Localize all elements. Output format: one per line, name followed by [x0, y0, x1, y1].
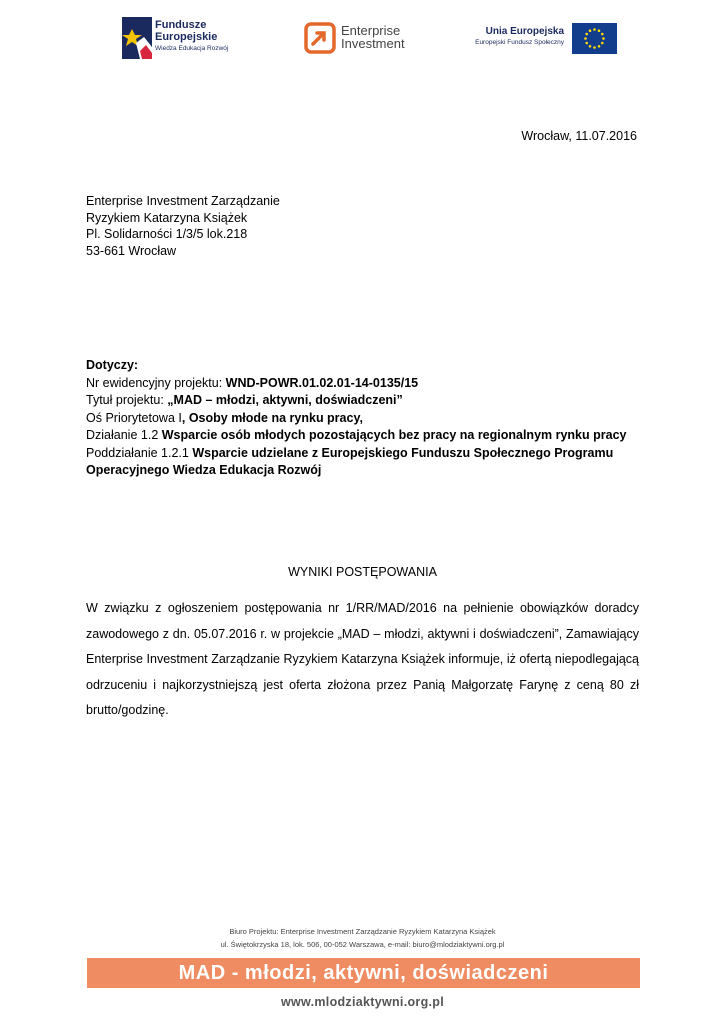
concerning-line-normal: Tytuł projektu: — [86, 393, 168, 407]
fundusze-europejskie-emblem — [122, 17, 152, 59]
eu-logo-line2: Europejski Fundusz Społeczny — [475, 39, 564, 46]
concerning-line — [86, 427, 626, 445]
project-banner: MAD - młodzi, aktywni, doświadczeni — [87, 958, 640, 988]
concerning-line-bold: , Osoby młode na rynku pracy, — [181, 410, 363, 425]
footer-address-line: ul. Świętokrzyska 18, lok. 506, 00-052 Warszawa, e-mail: biuro@mlodziaktywni.org.pl — [220, 940, 505, 949]
fe-logo-line1: Fundusze — [155, 19, 207, 31]
concerning-line — [86, 375, 626, 393]
recipient-line: Ryzykiem Katarzyna Książek — [86, 210, 248, 225]
ei-logo-line1: Enterprise — [341, 23, 401, 38]
ei-logo-line2: Investment — [341, 36, 405, 51]
concerning-label: Dotyczy: — [86, 358, 139, 372]
concerning-line — [86, 462, 626, 480]
letter-date: Wrocław, 11.07.2016 — [521, 129, 637, 143]
concerning-block — [86, 357, 626, 480]
concerning-line-bold: WND-POWR.01.02.01-14-0135/15 — [225, 375, 419, 390]
eu-logo-line1: Unia Europejska — [485, 26, 564, 37]
website-link[interactable]: www.mlodziaktywni.org.pl — [281, 995, 444, 1009]
recipient-address — [86, 193, 280, 259]
eu-flag-icon — [572, 23, 617, 54]
recipient-line: Enterprise Investment Zarządzanie — [86, 194, 280, 208]
concerning-line-normal: Oś Priorytetowa I — [86, 410, 182, 425]
unia-europejska-logo — [466, 22, 620, 56]
concerning-line — [86, 410, 626, 428]
concerning-line-bold: Operacyjnego Wiedza Edukacja Rozwój — [86, 463, 322, 477]
enterprise-investment-emblem — [304, 22, 336, 54]
concerning-line-normal: Nr ewidencyjny projektu: — [86, 375, 226, 390]
recipient-line: 53-661 Wrocław — [86, 243, 177, 258]
concerning-line — [86, 392, 626, 410]
footer-office-line: Biuro Projektu: Enterprise Investment Zarządzanie Ryzykiem Katarzyna Książek — [229, 927, 496, 936]
fe-logo-line3: Wiedza Edukacja Rozwój — [155, 45, 229, 52]
document-heading: WYNIKI POSTĘPOWANIA — [288, 565, 437, 579]
concerning-line-bold: Wsparcie udzielane z Europejskiego Funduszu Społecznego Programu — [192, 445, 614, 460]
recipient-line: Pl. Solidarności 1/3/5 lok.218 — [86, 227, 248, 241]
concerning-line-normal: Działanie 1.2 — [86, 428, 162, 442]
concerning-line-normal: Poddziałanie 1.2.1 — [86, 445, 193, 460]
fe-logo-line2: Europejskie — [155, 31, 218, 43]
fundusze-europejskie-logo — [122, 17, 238, 59]
body-paragraph: W związku z ogłoszeniem postępowania nr 1/RR/MAD/2016 na pełnienie obowiązków doradcy zawodowego z dn. 05.07.2016 r. w projekcie „MAD – młodzi, aktywni i doświadczeni”, Zamawiający Enterprise Investment Zarządzanie Ryzykiem Katarzyna Książek informuje, iż ofertą niepodlegającą odrzuceniu i najkorzystniejszą jest oferta złożona przez Panią Małgorzatę Farynę z ceną 80 zł brutto/godzinę. — [86, 601, 639, 717]
concerning-line-bold: Wsparcie osób młodych pozostających bez pracy na regionalnym rynku pracy — [161, 428, 627, 442]
concerning-line — [86, 445, 626, 463]
concerning-line-bold: „MAD – młodzi, aktywni, doświadczeni” — [167, 393, 403, 407]
enterprise-investment-logo — [304, 22, 424, 54]
